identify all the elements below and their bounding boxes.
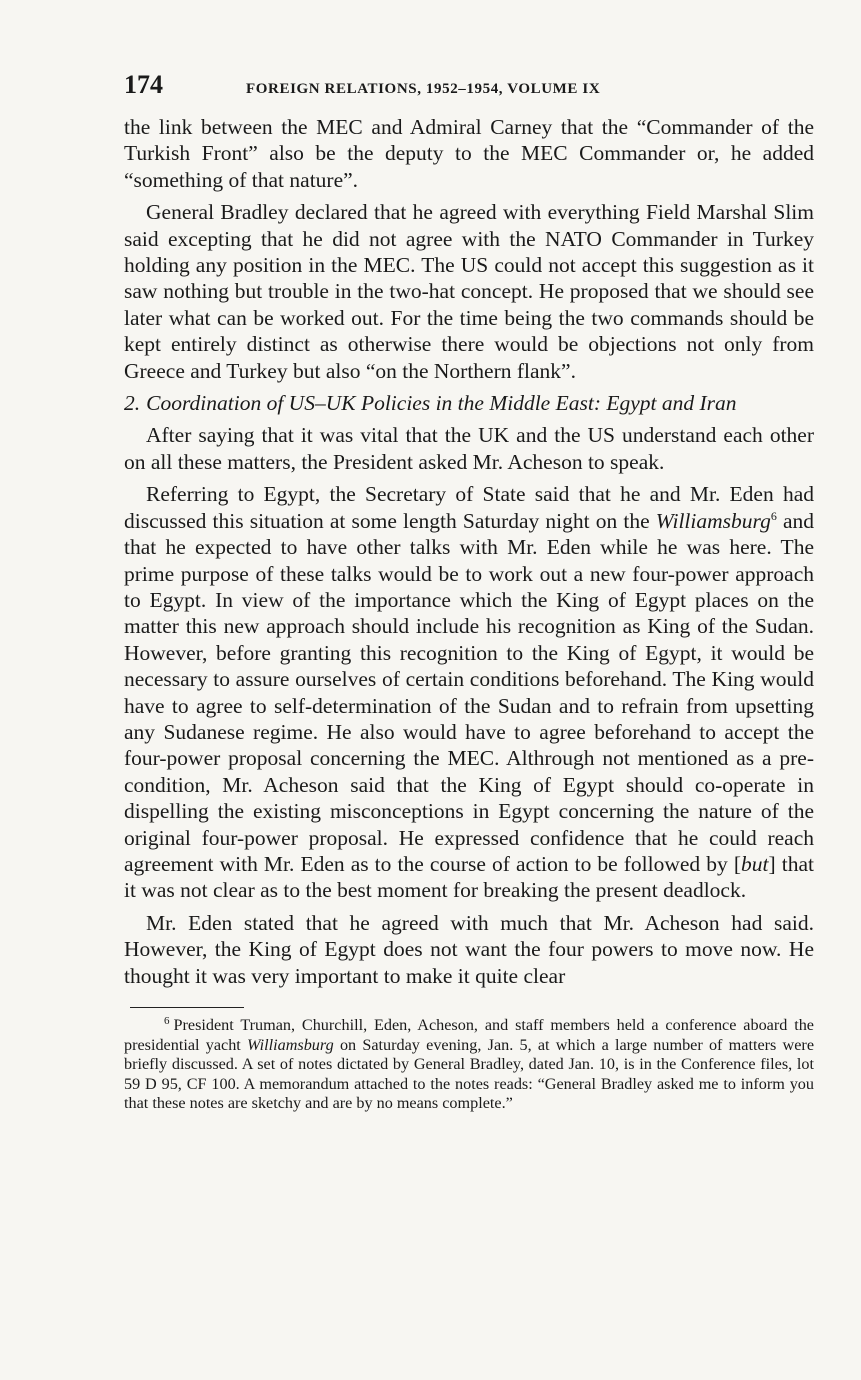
paragraph-1: the link between the MEC and Admiral Carney that the “Commander of the Turkish Front” also be the deputy to the MEC Commander or, he added “something of that nature”. xyxy=(124,115,814,192)
paragraph-4-part-a: Referring to Egypt, the Secretary of State said that he and Mr. Eden had discussed this situation at some length Saturday night on the xyxy=(124,482,814,533)
page-number: 174 xyxy=(124,70,163,99)
section-title: Coordination of US–UK Policies in the Middle East: Egypt and Iran xyxy=(146,391,737,416)
running-title: FOREIGN RELATIONS, 1952–1954, VOLUME IX xyxy=(246,81,601,97)
paragraph-3: After saying that it was vital that the UK and the US understand each other on all these matters, the President asked Mr. Acheson to speak. xyxy=(124,423,814,474)
footnote-6 xyxy=(124,1016,814,1114)
footnote-mark: 6 xyxy=(164,1014,170,1027)
paragraph-4 xyxy=(124,481,814,904)
paragraph-5: Mr. Eden stated that he agreed with much that Mr. Acheson had said. However, the King of Egypt does not want the four powers to move now. He thought it was very important to make it quite clear xyxy=(124,910,814,988)
footnote-reference[interactable]: 6 xyxy=(770,508,777,523)
footnote-text-a: President Truman, Churchill, Eden, Acheson, and staff members held a conference aboard the presidential yacht xyxy=(124,1016,814,1054)
body-text xyxy=(124,114,814,989)
footnote-divider xyxy=(130,1007,244,1008)
document-page xyxy=(124,70,814,1114)
running-header xyxy=(124,70,814,104)
footnote-ship-name: Williamsburg xyxy=(247,1035,334,1054)
paragraph-2: General Bradley declared that he agreed with everything Field Marshal Slim said excepting that he did not agree with the NATO Commander in Turkey holding any position in the MEC. The US could not accept this suggestion as it saw nothing but trouble in the two-hat concept. He proposed that we should see later what can be worked out. For the time being the two commands should be kept entirely distinct as otherwise there would be objections not only from Greece and Turkey but also “on the Northern flank”. xyxy=(124,200,814,383)
footnote-text-b: on Saturday evening, Jan. 5, at which a large number of matters were briefly discussed. A set of notes dictated by General Bradley, dated Jan. 10, is in the Conference files, lot 59 D 95, CF 100. A memorandum attached to the notes reads: “General Bradley asked me to inform you that these notes are sketchy and are by no means complete.” xyxy=(124,1035,815,1112)
ship-name: Williamsburg xyxy=(655,508,771,533)
paragraph-4-part-c: that it was not clear as to the best moment for breaking the present deadlock. xyxy=(124,851,814,903)
section-number: 2. xyxy=(124,391,141,416)
editorial-insertion: [but] xyxy=(733,851,776,876)
paragraph-4-part-b: and that he expected to have other talks with Mr. Eden while he was here. The prime purpose of these talks would be to work out a new four-power approach to Egypt. In view of the importance which the King of Egypt places on the matter this new approach should include his recognition as King of the Sudan. However, before granting this recognition to the King of Egypt, it would be necessary to assure ourselves of certain conditions beforehand. The King would have to agree to self-determination of the Sudan and to refrain from upsetting any Sudanese regime. He also would have to agree beforehand to accept the four-power proposal concerning the MEC. Althrough not mentioned as a pre-condition, Mr. Acheson said that the King of Egypt should co-operate in dispelling the existing misconceptions in Egypt concerning the nature of the original four-power proposal. He expressed confidence that he could reach agreement with Mr. Eden as to the course of action to be followed by xyxy=(124,508,815,876)
section-heading xyxy=(124,390,814,416)
